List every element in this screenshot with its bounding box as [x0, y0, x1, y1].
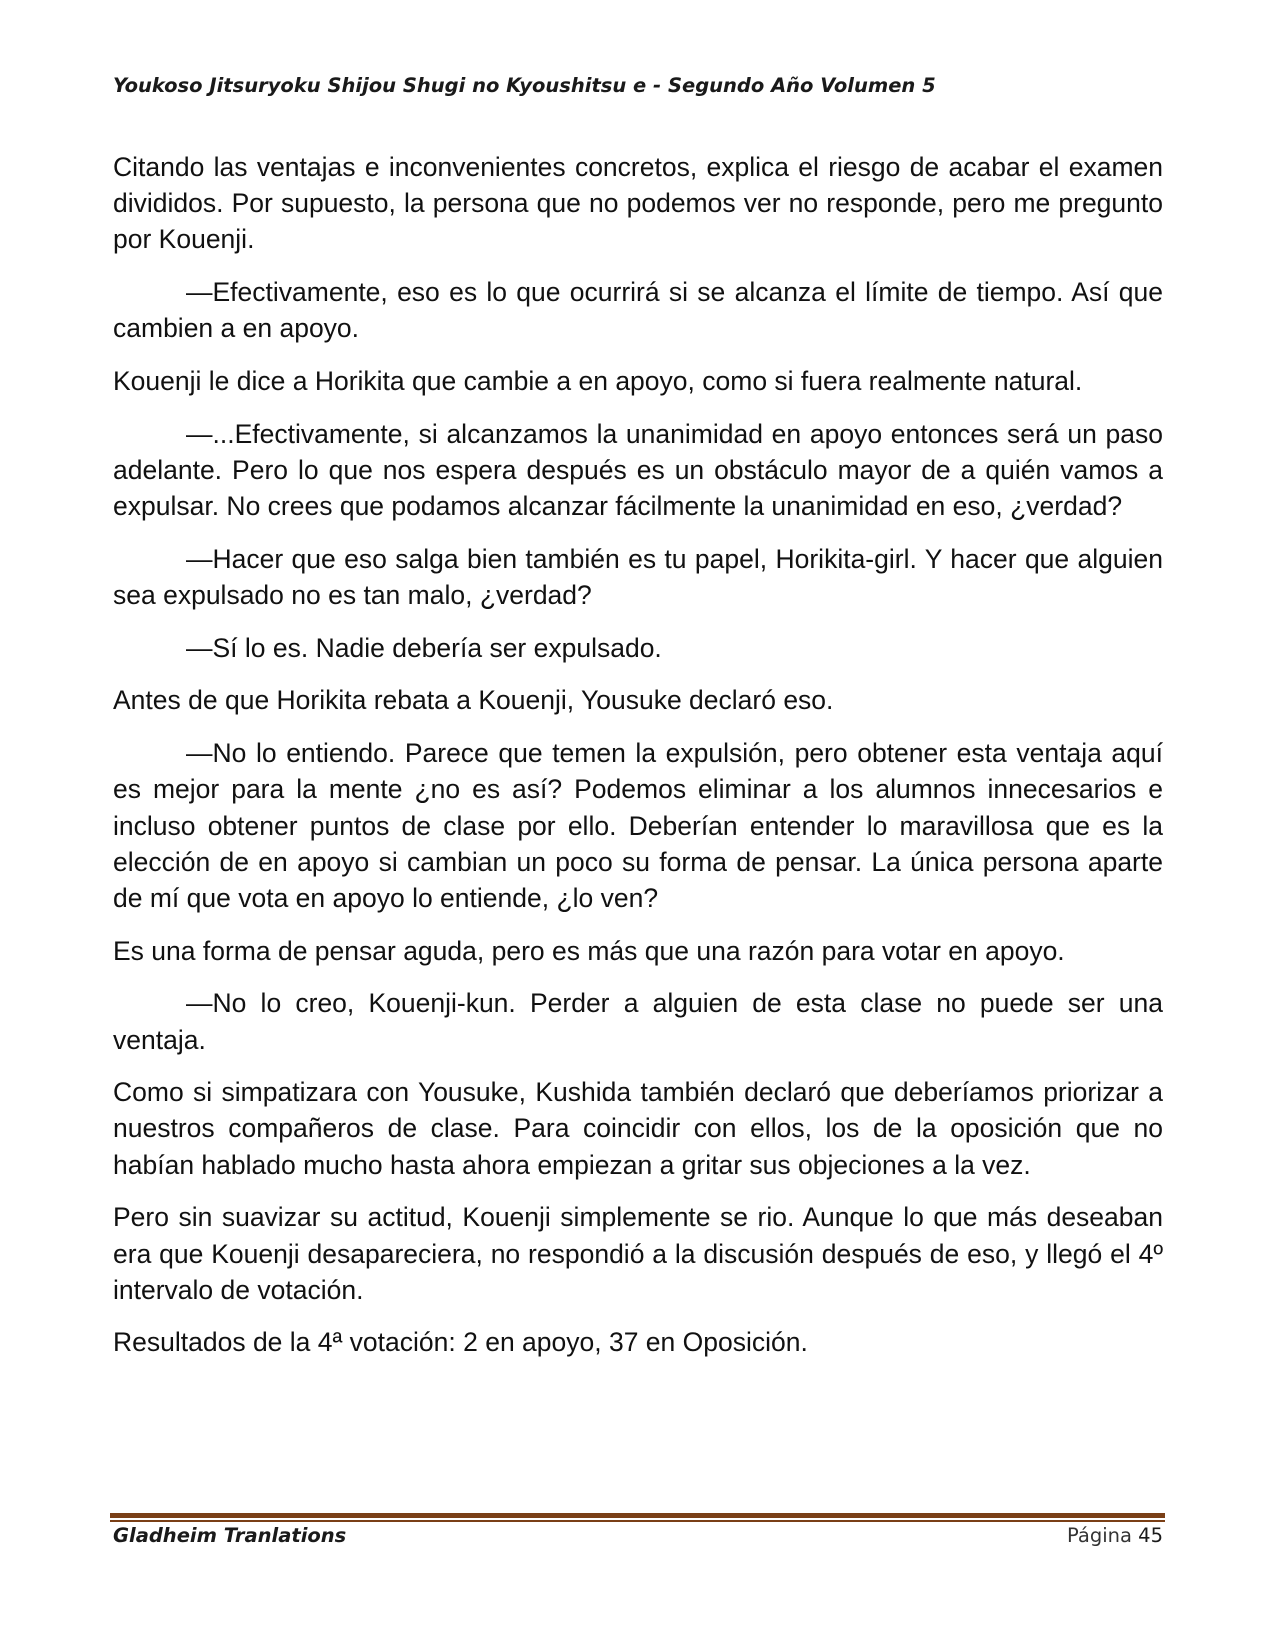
running-header: Youkoso Jitsuryoku Shijou Shugi no Kyoushitsu e - Segundo Año Volumen 5	[113, 74, 936, 97]
footer-divider	[110, 1513, 1165, 1522]
paragraph-dialogue: —Hacer que eso salga bien también es tu papel, Horikita-girl. Y hacer que alguien sea expulsado no es tan malo, ¿verdad?	[113, 543, 1163, 611]
paragraph-dialogue: —No lo creo, Kouenji-kun. Perder a alguien de esta clase no puede ser una ventaja.	[113, 988, 1163, 1055]
paragraph-vote-results: Resultados de la 4ª votación: 2 en apoyo, 37 en Oposición.	[113, 1327, 808, 1358]
paragraph-narration: Como si simpatizara con Yousuke, Kushida también declaró que deberíamos priorizar a nuestros compañeros de clase. Para coincidir con ellos, los de la oposición que no habían hablado mucho hasta ahora empiezan a gritar sus objeciones a la vez.	[113, 1077, 1163, 1180]
paragraph-dialogue: —...Efectivamente, si alcanzamos la unanimidad en apoyo entonces será un paso adelante. Pero lo que nos espera después es un obstáculo mayor de a quién vamos a expulsar. No crees que podamos alcanzar fácilmente la unanimidad en eso, ¿verdad?	[113, 418, 1163, 522]
page-body	[113, 149, 1163, 1377]
footer-page-indicator	[1067, 1524, 1163, 1547]
paragraph-narration: Pero sin suavizar su actitud, Kouenji simplemente se rio. Aunque lo que más deseaban era que Kouenji desapareciera, no respondió a la discusión después de eso, y llegó el 4º intervalo de votación.	[113, 1202, 1163, 1305]
footer-divider-thin-line	[110, 1520, 1165, 1522]
paragraph-dialogue: —No lo entiendo. Parece que temen la expulsión, pero obtener esta ventaja aquí es mejor para la mente ¿no es así? Podemos eliminar a los alumnos innecesarios e incluso obtener puntos de clase por ello. Deberían entender lo maravillosa que es la elección de en apoyo si cambian un poco su forma de pensar. La única persona aparte de mí que vota en apoyo lo entiende, ¿lo ven?	[113, 738, 1163, 913]
page-number: 45	[1138, 1524, 1163, 1547]
paragraph-dialogue: —Efectivamente, eso es lo que ocurrirá si se alcanza el límite de tiempo. Así que cambien a en apoyo.	[113, 277, 1163, 344]
paragraph-dialogue: —Sí lo es. Nadie debería ser expulsado.	[186, 632, 662, 663]
paragraph-narration: Citando las ventajas e inconvenientes concretos, explica el riesgo de acabar el examen divididos. Por supuesto, la persona que no podemos ver no responde, pero me pregunto por Kouenji.	[113, 152, 1163, 255]
page-label: Página	[1067, 1524, 1132, 1547]
paragraph-narration: Es una forma de pensar aguda, pero es más que una razón para votar en apoyo.	[113, 935, 1065, 966]
footer-divider-thick-line	[110, 1513, 1165, 1518]
paragraph-narration: Kouenji le dice a Horikita que cambie a en apoyo, como si fuera realmente natural.	[113, 366, 1083, 397]
paragraph-narration: Antes de que Horikita rebata a Kouenji, Yousuke declaró eso.	[113, 685, 834, 716]
footer-publisher: Gladheim Tranlations	[113, 1524, 347, 1547]
